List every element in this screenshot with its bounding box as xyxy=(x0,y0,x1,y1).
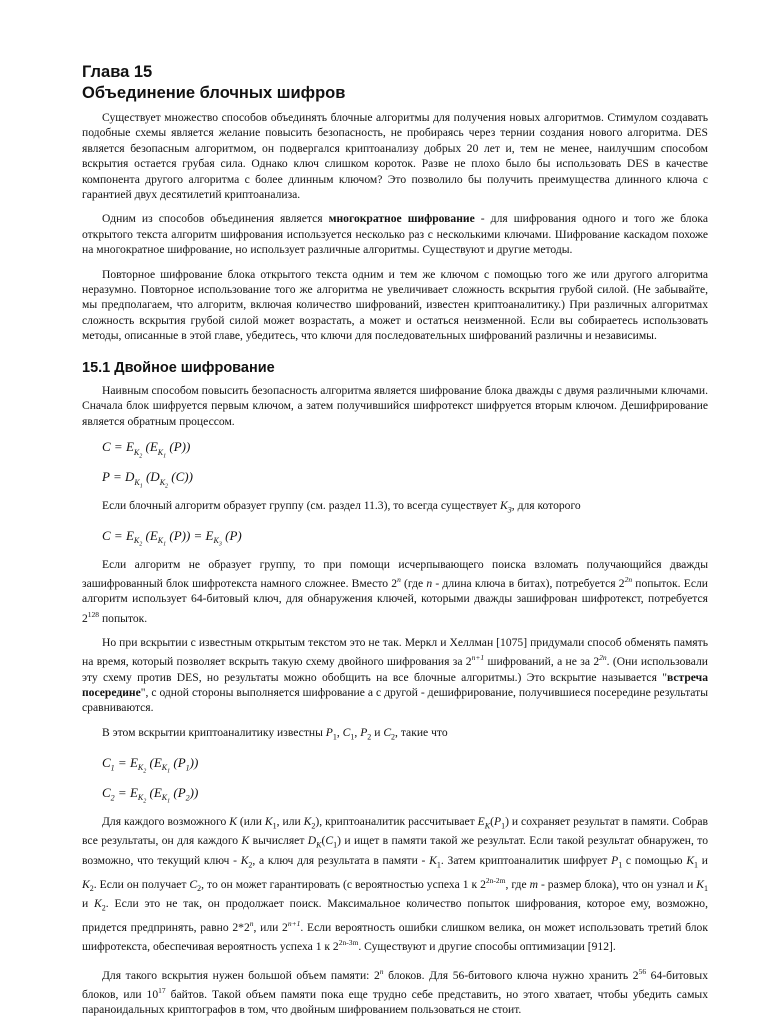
formula-group: $C = E_{K_2}$ ($E_{K_1}$ $(P)) = E_{K_3}$ (P) xyxy=(102,527,242,548)
section-paragraph-3: Если алгоритм не образует группу, то при помощи исчерпывающего поиска взломать получающийся дважды зашифрованный блок шифротекста намного сложнее. Вместо 2$^n$ (где n - длина ключа в битах), потребуется $2^{2n}$ попыток. Если алгоритм использует 64-битовый ключ, для обнаружения ключей, которыми дважды зашифрован шифротекст, потребуется $2^{128}$ попыток. xyxy=(82,557,708,625)
chapter-number: Глава 15 xyxy=(82,63,153,81)
intro-paragraph-1: Существует множество способов объединять блочные алгоритмы для получения новых алгоритмов. Стимулом создавать подобные схемы является желание повысить безопасность, не пробираясь через тернии создания нового алгоритма. DES является безопасным алгоритмом, он подвергался криптоанализу добрых 20 лет и, тем не менее, наилучшим способом вскрытия остается грубая сила. Однако ключ слишком короток. Разве не плохо было бы использовать DES в качестве компонента другого алгоритма с более длинным ключом? Это позволило бы получить преимущества длинного ключа с гарантией двух десятилетий криптоанализа. xyxy=(82,111,708,202)
formula-encrypt: $C = E_{K_2}$ ($E_{K_1}$ (P)) xyxy=(102,438,191,460)
term-meet-in-the-middle: встреча посередине xyxy=(82,670,708,700)
intro-paragraph-2: Одним из способов объединения является многократное шифрование - для шифрования одного и того же блока открытого текста алгоритм шифрования используется несколько раз с несколькими ключами. Шифрование каскадом похоже на многократное шифрование, но использует различные алгоритмы. Существуют и другие методы. xyxy=(82,212,708,257)
chapter-title: Объединение блочных шифров xyxy=(82,84,346,102)
page-content xyxy=(82,62,708,1027)
formula-c1: $C_1 = E_{K_2}$ ($E_{K_1}$ $(P_1)$) xyxy=(102,754,199,775)
formula-decrypt: $P = D_{K_1}$ ($D_{K_2}$ (C)) xyxy=(102,468,193,490)
term-multiple-encryption: многократное шифрование xyxy=(328,212,475,226)
section-paragraph-7: Для такого вскрытия нужен большой объем памяти: 2$^n$ блоков. Для 56-битового ключа нужно хранить $2^{56}$ 64-битовых блоков, или $10^{17}$ байтов. Такой объем памяти пока еще трудно себе представить, но этого хватает, чтобы убедить самых параноидальных криптографов в том, что двойным шифрованием пользоваться не стоит. xyxy=(82,966,708,1017)
section-paragraph-6: Для каждого возможного K (или $K_1$, или $K_2$), криптоаналитик рассчитывает $E_K(P_1)$ и сохраняет результат в памяти. Собрав все результаты, он для каждого K вычисляет $D_K(C_1)$ и ищет в памяти такой же результат. Если такой результат обнаружен, то возможно, что текущий ключ - $K_2$, а ключ для результата в памяти - $K_1$. Затем криптоаналитик шифрует $P_1$ с помощью $K_1$ и $K_2$. Если он получает $C_2$, то он может гарантировать (с вероятностью успеха 1 к $2^{2n-2m}$, где m - размер блока), что он узнал и $K_1$ и $K_2$. Если это не так, он продолжает поиск. Максимальное количество попыток шифрования, которое ему, возможно, придется предпринять, равно 2*2$^n$, или $2^{n+1}$. Если вероятность ошибки слишком велика, он может использовать третий блок шифротекста, обеспечивая вероятность успеха 1 к $2^{2n-3m}$. Существуют и другие способы оптимизации [912]. xyxy=(82,814,708,954)
intro-paragraph-3: Повторное шифрование блока открытого текста одним и тем же ключом с помощью того же или другого алгоритма неразумно. Повторное использование того же алгоритма не увеличивает сложность вскрытия грубой силой. (Не забывайте, мы предполагаем, что алгоритм, включая количество шифрований, известен криптоаналитику.) При различных алгоритмах сложность вскрытия грубой силой может возрастать, а может и остаться неизменной. Если вы собираетесь использовать методы, описанные в этой главе, убедитесь, что ключи для последовательных шифрований различны и независимы. xyxy=(82,267,708,343)
formula-c2: $C_2 = E_{K_2}$ ($E_{K_1}$ $(P_2)$) xyxy=(102,784,199,805)
section-paragraph-4: Но при вскрытии с известным открытым текстом это не так. Меркл и Хеллман [1075] придумали способ обменять память на время, который позволяет вскрыть такую схему двойного шифрования за $2^{n+1}$ шифрований, а не за $2^{2n}$. (Они использовали эту схему против DES, но результаты можно обобщить на все блочные алгоритмы.) Это вскрытие называется "встреча посередине", с одной стороны выполняется шифрование а с другой - дешифрирование, получившиеся посередине результаты сравниваются. xyxy=(82,635,708,715)
section-paragraph-1: Наивным способом повысить безопасность алгоритма является шифрование блока дважды с двумя различными ключами. Сначала блок шифруется первым ключом, а затем получившийся шифротекст шифруется вторым ключом. Дешифрирование является обратным процессом. xyxy=(82,383,708,428)
section-paragraph-2: Если блочный алгоритм образует группу (см. раздел 11.3), то всегда существует $K_3$, для которого xyxy=(102,498,581,515)
section-paragraph-5: В этом вскрытии криптоаналитику известны $P_1$, $C_1$, $P_2$ и $C_2$, такие что xyxy=(102,725,448,742)
section-title: 15.1 Двойное шифрование xyxy=(82,359,275,376)
